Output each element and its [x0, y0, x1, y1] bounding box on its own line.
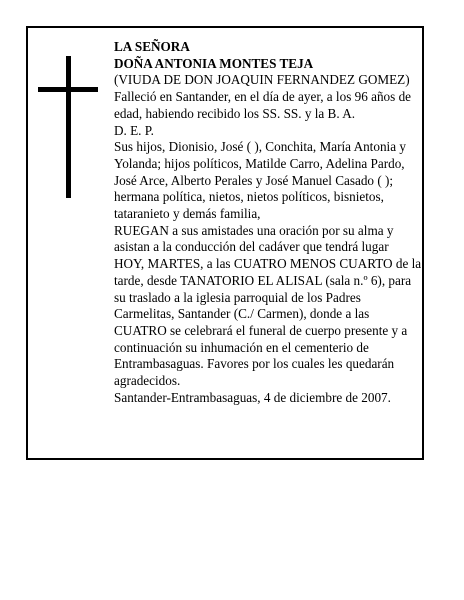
place-date: Santander-Entrambasaguas, 4 de diciembre de 2007.: [114, 389, 391, 405]
rip-line: D. E. P.: [114, 122, 154, 138]
obituary-notice: [26, 26, 424, 460]
latin-cross-icon: [38, 56, 98, 198]
widow-of-line: (VIUDA DE DON JOAQUIN FERNANDEZ GOMEZ): [114, 72, 410, 88]
notice-title: LA SEÑORA: [114, 39, 190, 54]
death-notice: Falleció en Santander, en el día de ayer, a los 96 años de edad, habiendo recibido los SS. SS. y la B. A.: [114, 89, 412, 121]
obituary-text: [114, 39, 422, 406]
deceased-name: DOÑA ANTONIA MONTES TEJA: [114, 55, 314, 71]
family-list: Sus hijos, Dionisio, José ( ), Conchita, María Antonia y Yolanda; hijos políticos, Matilde Carro, Adelina Pardo, José Arce, Alberto Perales y José Manuel Casado ( ); hermana política, nietos, nietos políticos, bisnietos, tataranieto y demás familia,: [114, 139, 406, 222]
funeral-request: RUEGAN a sus amistades una oración por su alma y asistan a la conducción del cadáver que tendrá lugar HOY, MARTES, a las CUATRO MENOS CUARTO de la tarde, desde TANATORIO EL ALISAL (sala n.º 6), para su traslado a la iglesia parroquial de los Padres Carmelitas, Santander (C./ Carmen), donde a las CUATRO se celebrará el funeral de cuerpo presente y a continuación su inhumación en el cementerio de Entrambasaguas. Favores por los cuales les quedarán agradecidos.: [114, 222, 422, 389]
